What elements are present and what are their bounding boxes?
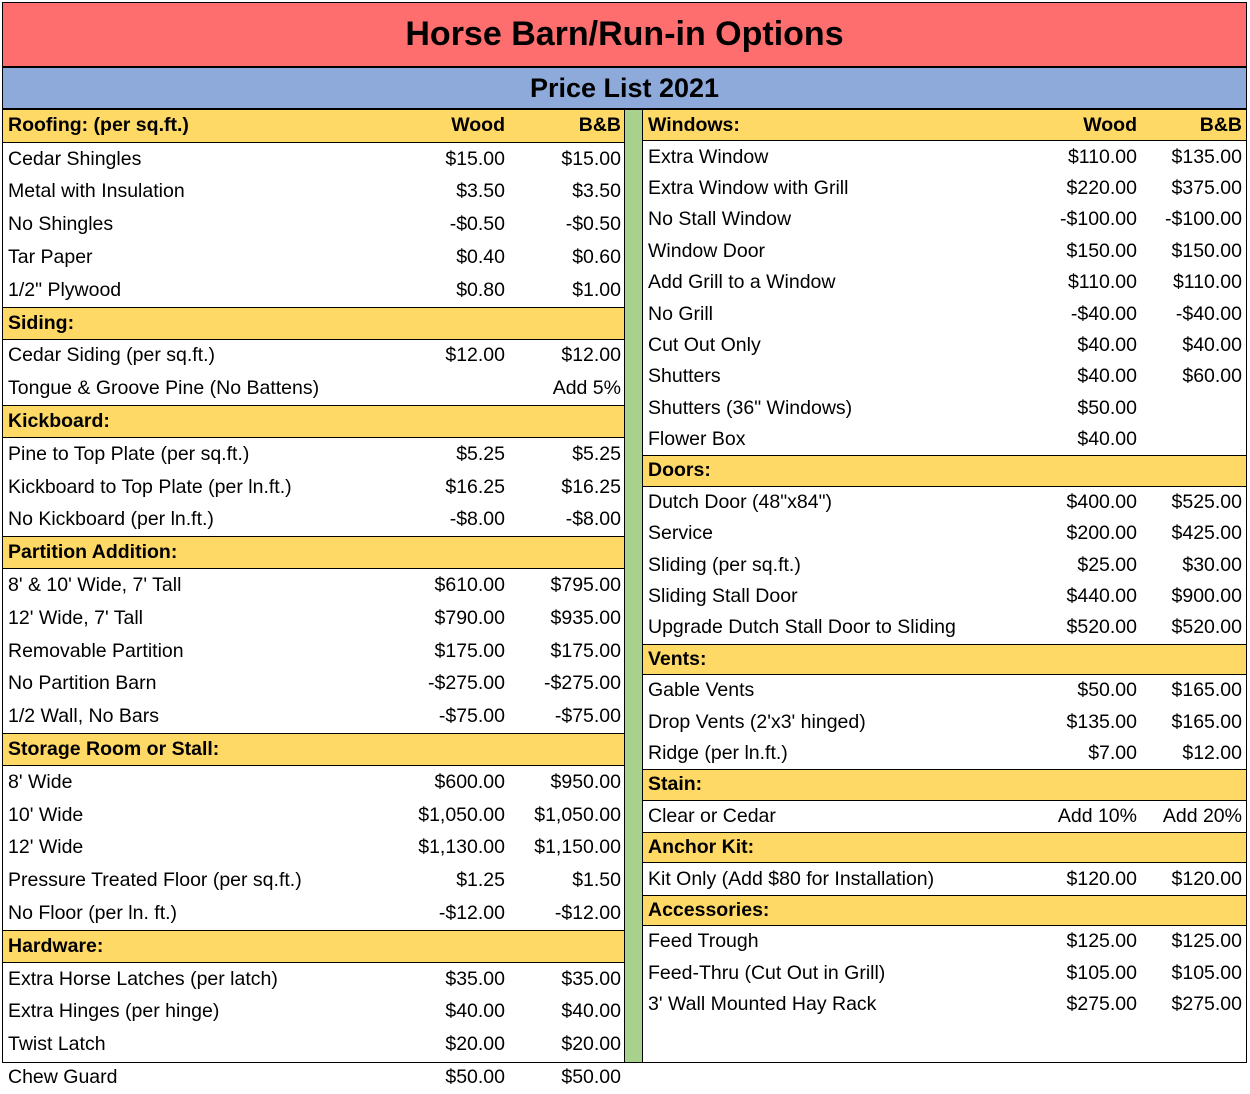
bb-price: $525.00 (1171, 490, 1242, 513)
price-row (643, 267, 1246, 298)
bb-price: $40.00 (561, 1000, 621, 1023)
price-row (643, 738, 1246, 769)
section-header-row (3, 110, 624, 143)
price-row (3, 274, 624, 307)
wood-price: $40.00 (1077, 428, 1137, 451)
wood-price: $40.00 (1077, 365, 1137, 388)
item-name: No Grill (648, 302, 714, 325)
section-title: Roofing: (per sq.ft.) (8, 114, 189, 137)
price-row (643, 989, 1246, 1020)
bb-price: -$8.00 (565, 508, 621, 531)
section-header-row (643, 832, 1246, 863)
bb-price: $30.00 (1182, 553, 1242, 576)
item-name: Tongue & Groove Pine (No Battens) (8, 377, 320, 400)
bb-price: $150.00 (1171, 239, 1242, 262)
wood-price: $610.00 (434, 574, 505, 597)
section-header-row (643, 644, 1246, 675)
wood-price: $40.00 (1077, 333, 1137, 356)
item-name: Cedar Shingles (8, 147, 142, 170)
wood-price: $120.00 (1066, 867, 1137, 890)
bb-price: $125.00 (1171, 930, 1242, 953)
price-row (643, 549, 1246, 580)
item-name: Dutch Door (48"x84") (648, 490, 833, 513)
item-name: 1/2 Wall, No Bars (8, 705, 159, 728)
item-name: Sliding (per sq.ft.) (648, 553, 801, 576)
bb-price: -$0.50 (565, 213, 621, 236)
price-row (3, 471, 624, 504)
price-row (643, 706, 1246, 737)
price-row (3, 208, 624, 241)
wood-price: -$0.50 (449, 213, 505, 236)
wood-price: -$12.00 (438, 902, 505, 925)
wood-price: Add 10% (1057, 804, 1137, 827)
price-row (3, 832, 624, 865)
section-title: Hardware: (8, 934, 104, 957)
bb-price: $0.60 (572, 246, 621, 269)
price-row (3, 799, 624, 832)
page-title: Horse Barn/Run-in Options (3, 3, 1246, 68)
wood-price: $1,130.00 (418, 836, 505, 859)
section-header-row (643, 110, 1246, 141)
wood-price: $50.00 (445, 1066, 505, 1088)
price-row (3, 340, 624, 373)
bb-price: $1.50 (572, 869, 621, 892)
bb-price: $15.00 (561, 147, 621, 170)
item-name: Shutters (648, 365, 721, 388)
section-header-row (3, 307, 624, 340)
price-row (3, 569, 624, 602)
bb-price: $425.00 (1171, 522, 1242, 545)
item-name: Tar Paper (8, 246, 93, 269)
bb-price: $105.00 (1171, 961, 1242, 984)
bb-price: -$75.00 (554, 705, 621, 728)
section-title: Windows: (648, 113, 740, 136)
price-row (3, 864, 624, 897)
wood-price: $150.00 (1066, 239, 1137, 262)
wood-price: $110.00 (1067, 271, 1137, 294)
bb-price: $50.00 (561, 1066, 621, 1088)
wood-price: $440.00 (1066, 585, 1137, 608)
price-row (3, 241, 624, 274)
price-row (3, 700, 624, 733)
item-name: 8' Wide (8, 770, 73, 793)
bb-price: $40.00 (1182, 333, 1242, 356)
item-name: Pine to Top Plate (per sq.ft.) (8, 442, 250, 465)
wood-price: $0.80 (456, 278, 505, 301)
column-header: Wood (1083, 113, 1137, 136)
item-name: Extra Horse Latches (per latch) (8, 967, 278, 990)
item-name: Flower Box (648, 428, 746, 451)
price-row (643, 958, 1246, 989)
price-row (643, 518, 1246, 549)
column-header: Wood (451, 114, 505, 137)
item-name: Gable Vents (648, 679, 755, 702)
bb-price: $275.00 (1171, 993, 1242, 1016)
price-row (643, 675, 1246, 706)
item-name: Metal with Insulation (8, 180, 185, 203)
item-name: 12' Wide, 7' Tall (8, 606, 143, 629)
wood-price: $125.00 (1066, 930, 1137, 953)
price-row (3, 1061, 624, 1094)
price-row (3, 602, 624, 635)
column-header: B&B (1199, 113, 1242, 136)
wood-price: -$40.00 (1070, 302, 1137, 325)
bb-price: $1,050.00 (534, 803, 621, 826)
section-header-row (643, 455, 1246, 486)
bb-price: $5.25 (572, 442, 621, 465)
wood-price: $220.00 (1066, 176, 1137, 199)
bb-price: $520.00 (1171, 616, 1242, 639)
bb-price: $135.00 (1171, 145, 1242, 168)
price-row (3, 176, 624, 209)
item-name: No Stall Window (648, 208, 792, 231)
price-row (3, 996, 624, 1029)
item-name: Ridge (per ln.ft.) (648, 742, 788, 764)
bb-price: $16.25 (561, 475, 621, 498)
bb-price: $165.00 (1171, 710, 1242, 733)
item-name: Service (648, 522, 714, 545)
wood-price: $50.00 (1077, 396, 1137, 419)
item-name: Drop Vents (2'x3' hinged) (648, 710, 866, 733)
item-name: No Shingles (8, 213, 114, 236)
bb-price: -$40.00 (1175, 302, 1242, 325)
bb-price: $12.00 (1182, 742, 1242, 764)
wood-price: $0.40 (456, 246, 505, 269)
section-title: Stain: (648, 773, 703, 796)
column-divider (624, 110, 643, 1062)
section-title: Accessories: (648, 898, 770, 921)
price-row (3, 766, 624, 799)
price-row (3, 504, 624, 537)
wood-price: $25.00 (1077, 553, 1137, 576)
bb-price: -$275.00 (544, 672, 621, 695)
bb-price: $900.00 (1171, 585, 1242, 608)
bb-price: $60.00 (1182, 365, 1242, 388)
price-row (3, 668, 624, 701)
wood-price: $600.00 (434, 770, 505, 793)
wood-price: $1.25 (456, 869, 505, 892)
section-header-row (3, 536, 624, 569)
bb-price: $110.00 (1172, 271, 1242, 294)
wood-price: $3.50 (456, 180, 505, 203)
price-row (3, 143, 624, 176)
item-name: No Kickboard (per ln.ft.) (8, 508, 214, 531)
price-row (643, 863, 1246, 894)
wood-price: $7.00 (1088, 742, 1137, 764)
item-name: Chew Guard (8, 1066, 118, 1088)
price-row (643, 204, 1246, 235)
wood-price: $40.00 (445, 1000, 505, 1023)
item-name: 10' Wide (8, 803, 84, 826)
price-row (643, 801, 1246, 832)
price-row (3, 1028, 624, 1061)
wood-price: $400.00 (1066, 490, 1137, 513)
bb-price: $950.00 (550, 770, 621, 793)
price-table (3, 110, 1246, 1088)
wood-price: $275.00 (1066, 993, 1137, 1016)
wood-price: $16.25 (445, 475, 505, 498)
price-row (3, 963, 624, 996)
section-title: Anchor Kit: (648, 836, 755, 859)
wood-price: $175.00 (434, 639, 505, 662)
page-subtitle: Price List 2021 (3, 68, 1246, 110)
column-header: B&B (578, 114, 621, 137)
bb-price: $35.00 (561, 967, 621, 990)
bb-price: -$12.00 (554, 902, 621, 925)
bb-price: $795.00 (550, 574, 621, 597)
price-row (643, 330, 1246, 361)
price-row (3, 635, 624, 668)
section-title: Partition Addition: (8, 541, 178, 564)
price-row (3, 897, 624, 930)
bb-price: Add 5% (552, 377, 621, 400)
bb-price: $120.00 (1171, 867, 1242, 890)
right-column (643, 110, 1246, 1062)
left-column (3, 110, 624, 1088)
price-row (643, 361, 1246, 392)
bb-price: $175.00 (550, 639, 621, 662)
item-name: Clear or Cedar (648, 804, 776, 827)
wood-price: -$100.00 (1060, 208, 1137, 231)
item-name: 12' Wide (8, 836, 84, 859)
item-name: 1/2" Plywood (8, 278, 122, 301)
item-name: Kickboard to Top Plate (per ln.ft.) (8, 475, 292, 498)
price-row (643, 393, 1246, 424)
section-header-row (3, 930, 624, 963)
wood-price: $50.00 (1077, 679, 1137, 702)
item-name: Extra Window with Grill (648, 176, 849, 199)
item-name: No Floor (per ln. ft.) (8, 902, 178, 925)
wood-price: $520.00 (1066, 616, 1137, 639)
wood-price: $1,050.00 (418, 803, 505, 826)
price-row (643, 424, 1246, 455)
wood-price: $5.25 (456, 442, 505, 465)
price-row (643, 298, 1246, 329)
item-name: Upgrade Dutch Stall Door to Sliding (648, 616, 956, 639)
wood-price: $12.00 (445, 344, 505, 367)
item-name: 3' Wall Mounted Hay Rack (648, 993, 877, 1016)
item-name: Shutters (36" Windows) (648, 396, 853, 419)
wood-price: $790.00 (434, 606, 505, 629)
item-name: Feed-Thru (Cut Out in Grill) (648, 961, 886, 984)
section-title: Vents: (648, 647, 707, 670)
wood-price: $20.00 (445, 1033, 505, 1056)
price-row (643, 173, 1246, 204)
wood-price: $15.00 (445, 147, 505, 170)
item-name: Feed Trough (648, 930, 759, 953)
price-sheet (2, 2, 1247, 1088)
item-name: Cut Out Only (648, 333, 761, 356)
price-row (643, 612, 1246, 643)
wood-price: -$275.00 (428, 672, 505, 695)
wood-price: $135.00 (1066, 710, 1137, 733)
item-name: Extra Window (648, 145, 769, 168)
price-row (643, 487, 1246, 518)
section-header-row (643, 895, 1246, 926)
item-name: Pressure Treated Floor (per sq.ft.) (8, 869, 302, 892)
section-title: Doors: (648, 459, 711, 482)
wood-price: $35.00 (445, 967, 505, 990)
item-name: No Partition Barn (8, 672, 157, 695)
wood-price: $105.00 (1066, 961, 1137, 984)
wood-price: $110.00 (1067, 145, 1137, 168)
item-name: Extra Hinges (per hinge) (8, 1000, 220, 1023)
bb-price: $935.00 (550, 606, 621, 629)
price-row (643, 141, 1246, 172)
section-title: Siding: (8, 311, 75, 334)
section-header-row (3, 733, 624, 766)
item-name: Cedar Siding (per sq.ft.) (8, 344, 216, 367)
bb-price: $1.00 (572, 278, 621, 301)
price-row (643, 926, 1246, 957)
bb-price: -$100.00 (1165, 208, 1242, 231)
item-name: Removable Partition (8, 639, 184, 662)
price-row (3, 438, 624, 471)
price-row (643, 581, 1246, 612)
item-name: Kit Only (Add $80 for Installation) (648, 867, 935, 890)
price-row (643, 236, 1246, 267)
item-name: 8' & 10' Wide, 7' Tall (8, 574, 182, 597)
bb-price: $20.00 (561, 1033, 621, 1056)
item-name: Add Grill to a Window (648, 271, 836, 294)
bb-price: Add 20% (1162, 804, 1242, 827)
section-title: Kickboard: (8, 410, 110, 433)
wood-price: -$8.00 (449, 508, 505, 531)
bb-price: $375.00 (1171, 176, 1242, 199)
bb-price: $165.00 (1171, 679, 1242, 702)
bb-price: $3.50 (572, 180, 621, 203)
item-name: Twist Latch (8, 1033, 106, 1056)
section-header-row (643, 769, 1246, 800)
wood-price: -$75.00 (438, 705, 505, 728)
bb-price: $1,150.00 (534, 836, 621, 859)
section-header-row (3, 405, 624, 438)
item-name: Sliding Stall Door (648, 585, 798, 608)
wood-price: $200.00 (1066, 522, 1137, 545)
item-name: Window Door (648, 239, 766, 262)
price-row (3, 372, 624, 405)
section-title: Storage Room or Stall: (8, 738, 220, 761)
bb-price: $12.00 (561, 344, 621, 367)
